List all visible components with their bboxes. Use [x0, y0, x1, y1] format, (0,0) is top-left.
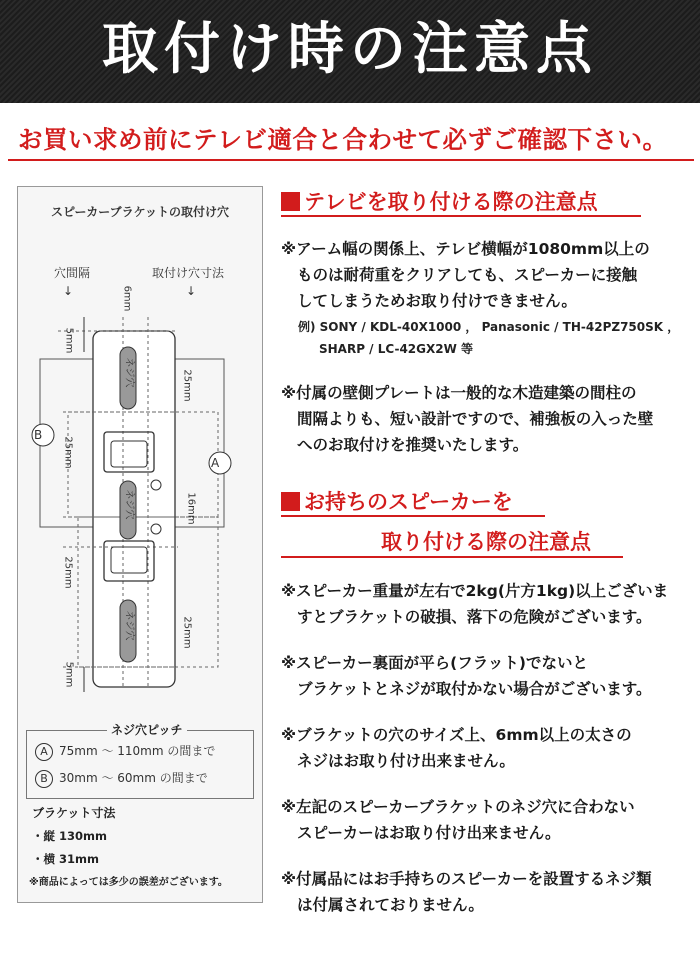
- subtitle-underline: [8, 159, 694, 161]
- section2-note2: ※スピーカー裏面が平ら(フラット)でないと ブラケットとネジが取付かない場合がございます。: [281, 654, 652, 698]
- legend-row-a: [35, 742, 215, 761]
- tolerance-note: ※商品によっては多少の誤差がございます。: [29, 877, 228, 888]
- section1-title: [281, 186, 598, 216]
- legend-title: ネジ穴ピッチ: [107, 721, 187, 738]
- legend-b-text: 30mm 〜 60mm の間まで: [59, 771, 208, 785]
- arrow-down-icon: ↓: [186, 284, 197, 298]
- spec-height: ・縦 130mm: [32, 829, 107, 843]
- arrow-down-icon: ↓: [63, 284, 74, 298]
- section2-title-line1: お持ちのスピーカーを: [304, 490, 513, 514]
- hole-size-label: 取付け穴寸法: [152, 266, 225, 280]
- legend-a-text: 75mm 〜 110mm の間まで: [59, 744, 216, 758]
- section2-underline2: [281, 556, 623, 558]
- dim-16mm: 16mm: [185, 492, 197, 525]
- dim-25mm-c: 25mm: [62, 556, 74, 589]
- bracket-drawing: [18, 187, 262, 727]
- section2-title: [281, 486, 513, 516]
- marker-a-icon: A: [35, 743, 53, 761]
- example-models-line2: SHARP / LC-42GX2W 等: [319, 342, 474, 356]
- section2-note4: ※左記のスピーカーブラケットのネジ穴に合わない スピーカーはお取り付け出来ません。: [281, 798, 635, 842]
- section2-note5: ※付属品にはお手持ちのスピーカーを設置するネジ類 は付属されておりません。: [281, 870, 652, 914]
- section2-underline1: [281, 515, 545, 517]
- dim-5mm-bottom: 5mm: [63, 661, 75, 688]
- marker-b-label: B: [34, 428, 43, 442]
- slot-label-bottom: ネジ穴: [123, 610, 135, 641]
- bracket-diagram-panel: [17, 186, 263, 903]
- slot-label-middle: ネジ穴: [123, 489, 135, 520]
- bullet-square-icon: [281, 192, 300, 211]
- marker-a-label: A: [211, 456, 220, 470]
- bullet-square-icon: [281, 492, 300, 511]
- marker-b-icon: B: [35, 770, 53, 788]
- dim-25mm-b: 25mm: [62, 436, 74, 469]
- section1-note2: ※付属の壁側プレートは一般的な木造建築の間柱の 間隔よりも、短い設計ですので、補強板の入った壁 へのお取付けを推奨いたします。: [281, 384, 654, 454]
- section2-note3: ※ブラケットの穴のサイズ上、6mm以上の太さの ネジはお取り付け出来ません。: [281, 726, 632, 770]
- example-models-line1: 例) SONY / KDL-40X1000 ， Panasonic / TH-42PZ750SK ，: [298, 320, 680, 334]
- section1-title-text: テレビを取り付ける際の注意点: [304, 190, 598, 214]
- hole-spacing-label: 穴間隔: [54, 266, 91, 280]
- spec-width: ・横 31mm: [32, 852, 99, 866]
- section2-title-line2: 取り付ける際の注意点: [381, 530, 591, 554]
- section1-note1: ※アーム幅の関係上、テレビ横幅が1080mm以上の ものは耐荷重をクリアしても、スピーカーに接触 してしまうためお取り付けできません。: [281, 240, 650, 310]
- dim-6mm: 6mm: [121, 285, 133, 312]
- header-banner: [0, 0, 700, 103]
- legend-row-b: [35, 769, 208, 788]
- dim-25mm-d: 25mm: [181, 616, 193, 649]
- panel-title: スピーカーブラケットの取付け穴: [50, 205, 230, 219]
- dim-25mm-a: 25mm: [181, 369, 193, 402]
- spec-title: ブラケット寸法: [32, 806, 116, 820]
- dim-5mm-top: 5mm: [63, 327, 75, 354]
- subtitle: お買い求め前にテレビ適合と合わせて必ずご確認下さい。: [18, 125, 668, 154]
- screw-pitch-legend: [26, 723, 254, 799]
- section1-underline: [281, 215, 641, 217]
- page-title: 取付け時の注意点: [102, 17, 598, 82]
- slot-label-top: ネジ穴: [123, 357, 135, 388]
- section2-note1: ※スピーカー重量が左右で2kg(片方1kg)以上ございま すとブラケットの破損、落下の危険がございます。: [281, 582, 669, 626]
